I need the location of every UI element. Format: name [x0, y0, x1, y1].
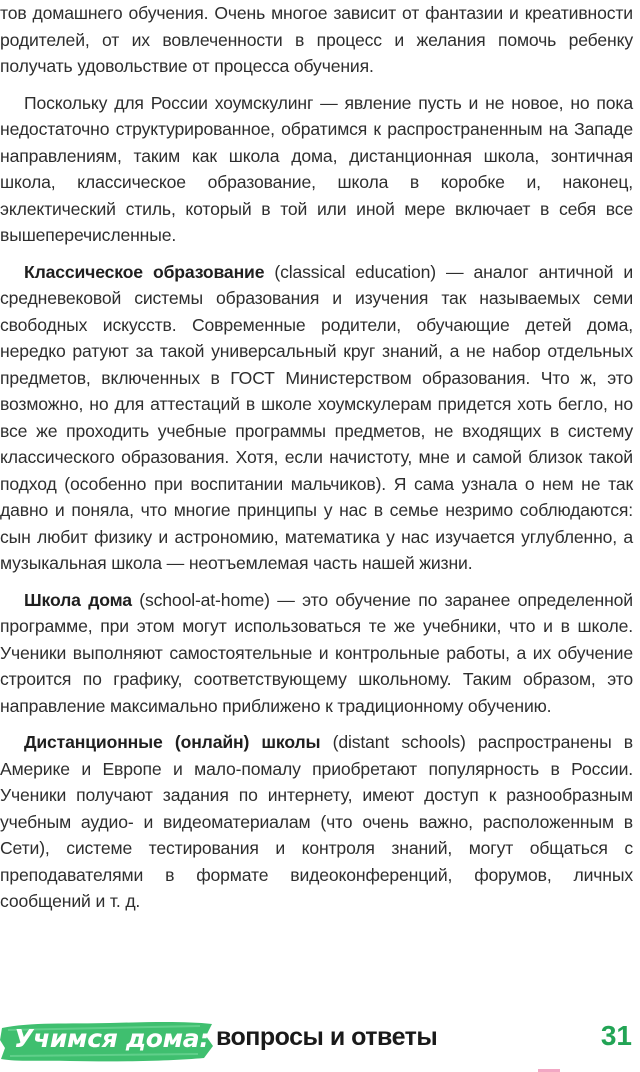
paragraph-intro-continuation: тов домашнего обучения. Очень многое зависит от фантазии и креативности родителей, от их вовлеченности в процесс и желания помочь ребенку получать удовольствие от процесса обучения.: [0, 3, 633, 76]
term-distant-schools: Дистанционные (онлайн) школы: [24, 732, 321, 752]
paragraph-distant-schools: [0, 729, 633, 915]
term-school-at-home: Школа дома: [24, 589, 132, 610]
definition-distant-schools: (distant schools) распространены в Америке и Европе и мало-помалу приобретают популярность в России. Ученики получают задания по интернету, имеют доступ к разнообразным учебным аудио- и видеоматериалам (что очень важно, расположенным в Сети), системе тестирования и контроля знаний, могут общаться с преподавателями в формате видеоконференций, форумов, личных сообщений и т. д.: [0, 732, 633, 911]
term-classical-education: Классическое образование: [24, 261, 265, 282]
footer-brand-title: Учимся дома:: [14, 1024, 210, 1053]
paragraph-school-at-home: [0, 587, 633, 720]
footer-subtitle: вопросы и ответы: [216, 1023, 438, 1051]
page-footer: [0, 1012, 640, 1072]
definition-classical-education: (classical education) — аналог античной и средневековой системы образования и изучения так называемых семи свободных искусств. Современные родители, обучающие детей дома, нередко ратуют за такой универсальный круг знаний, а не набор отдельных предметов, включенных в ГОСТ Министерством образования. Что ж, это возможно, но для аттестаций в школе хоумскулерам придется хоть бегло, но все же проходить учебные программы предметов, не входящих в систему классического образования. Хотя, если начистоту, мне и самой близок такой подход (особенно при воспитании мальчиков). Я сама узнала о нем не так давно и поняла, что многие принципы у нас в семье незримо соблюдаются: сын любит физику и астрономию, математика у нас изучается углубленно, а музыкальная школа — неотъемлемая часть нашей жизни.: [0, 261, 633, 573]
paragraph-classical-education: [0, 259, 633, 577]
definition-school-at-home: (school-at-home) — это обучение по заранее определенной программе, при этом могут использоваться те же учебники, что и в школе. Ученики выполняют самостоятельные и контрольные работы, а их обучение строится по графику, соответствующему школьному. Таким образом, это направление максимально приближено к традиционному обучению.: [0, 589, 633, 716]
paragraph-homeschooling-directions: Поскольку для России хоумскулинг — явление пусть и не новое, но пока недостаточно структурированное, обратимся к распространенным на Западе направлениям, таким как школа дома, дистанционная школа, зонтичная школа, классическое образование, школа в коробке и, наконец, эклектический стиль, который в той или иной мере включает в себя все вышеперечисленные.: [0, 92, 633, 245]
page-number: 31: [600, 1020, 632, 1051]
